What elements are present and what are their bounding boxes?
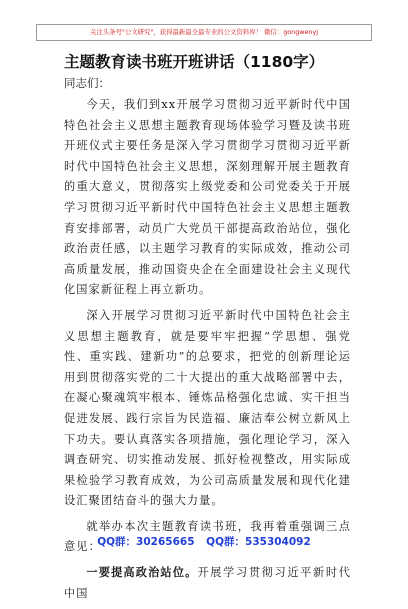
paragraph: 深入开展学习贯彻习近平新时代中国特色社会主义思想主题教育，就是要牢牢把握“学思想、强党性、重实践、建新功”的总要求，把党的创新理论运用到贯彻落实党的二十大提出的重大战略部署中去，在凝心聚魂筑牢根本、锤炼品格强化忠诚、实干担当促进发展、践行宗旨为民造福、廉洁奉公树立新风上下功夫。要认真落实各项措施，强化理论学习，深入调查研究、切实推动发展、抓好检视整改，用实际成果检验学习教育成效，为公司高质量发展和现代化建设汇聚团结奋斗的强大力量。 xyxy=(64,308,351,508)
paragraph: 就举办本次主题教育读书班，我再着重强调三点意见： xyxy=(64,519,351,554)
document-title: 主题教育读书班开班讲话（1180字） xyxy=(64,53,325,71)
promo-banner: 关注头条号"公文研究"，获得最新最全最专业的公文资料库！ 微信：gongwenyj xyxy=(36,24,372,41)
document-body xyxy=(64,95,351,609)
point-text: 开展学习贯彻习近平新时代中国 xyxy=(64,566,352,600)
qq-group-2: QQ群：535304092 xyxy=(206,536,311,548)
greeting: 同志们： xyxy=(64,76,110,90)
point-heading: 一要提高政治站位。 xyxy=(86,566,198,580)
footer-contacts xyxy=(0,534,408,549)
paragraph: 今天，我们到xx开展学习贯彻习近平新时代中国特色社会主义思想主题教育现场体验学习暨及读书班开班仪式主要任务是深入学习贯彻学习贯彻习近平新时代中国特色社会主义思想，深刻理解开展主题教育的重大意义，贯彻落实上级党委和公司党委关于开展学习贯彻习近平新时代中国特色社会主义思想主题教育安排部署，动员广大党员干部提高政治站位，强化政治责任感，以主题学习教育的实际成效，推动公司高质量发展，推动国资央企在全面建设社会主义现代化国家新征程上再立新功。 xyxy=(64,98,351,297)
qq-group-1: QQ群：30265665 xyxy=(97,536,195,548)
point-paragraph xyxy=(64,563,351,604)
